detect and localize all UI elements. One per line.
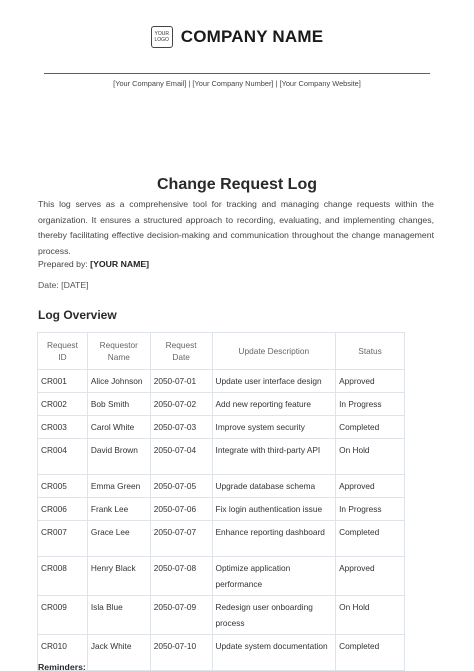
header-request-id: Request ID xyxy=(38,333,88,370)
header-divider xyxy=(44,73,430,74)
header-requestor-name: Requestor Name xyxy=(87,333,150,370)
cell-status: On Hold xyxy=(336,439,405,475)
cell-requestor-name: Jack White xyxy=(87,635,150,671)
cell-request-date: 2050-07-04 xyxy=(150,439,212,475)
contact-line: [Your Company Email] | [Your Company Number] | [Your Company Website] xyxy=(113,79,361,88)
cell-request-id: CR006 xyxy=(38,498,88,521)
header-request-date: Request Date xyxy=(150,333,212,370)
table-row xyxy=(38,439,405,475)
cell-requestor-name: Alice Johnson xyxy=(87,370,150,393)
intro-paragraph: This log serves as a comprehensive tool for tracking and managing change requests within the organization. It ensures a structured approach to recording, evaluating, and implementing changes, thereby facilitating effective decision-making and communication throughout the change management process. xyxy=(38,199,434,256)
cell-request-id: CR005 xyxy=(38,475,88,498)
table-row xyxy=(38,393,405,416)
cell-status: In Progress xyxy=(336,498,405,521)
cell-update-description: Add new reporting feature xyxy=(212,393,336,416)
cell-request-date: 2050-07-01 xyxy=(150,370,212,393)
cell-request-date: 2050-07-09 xyxy=(150,596,212,635)
cell-requestor-name: Emma Green xyxy=(87,475,150,498)
cell-update-description: Update system documentation xyxy=(212,635,336,671)
table-row xyxy=(38,596,405,635)
cell-request-date: 2050-07-02 xyxy=(150,393,212,416)
cell-requestor-name: Frank Lee xyxy=(87,498,150,521)
cell-status: On Hold xyxy=(336,596,405,635)
document-header xyxy=(0,26,474,48)
table-row xyxy=(38,635,405,671)
table-row xyxy=(38,370,405,393)
cell-status: Approved xyxy=(336,557,405,596)
logo-row xyxy=(0,26,474,48)
cell-request-date: 2050-07-06 xyxy=(150,498,212,521)
cell-update-description: Upgrade database schema xyxy=(212,475,336,498)
cell-request-id: CR004 xyxy=(38,439,88,475)
cell-update-description: Redesign user onboarding process xyxy=(212,596,336,635)
table-row xyxy=(38,498,405,521)
header-update-description: Update Description xyxy=(212,333,336,370)
cell-requestor-name: David Brown xyxy=(87,439,150,475)
cell-request-id: CR001 xyxy=(38,370,88,393)
cell-request-date: 2050-07-05 xyxy=(150,475,212,498)
prepared-by-value: [YOUR NAME] xyxy=(90,259,150,269)
table-row xyxy=(38,557,405,596)
cell-status: In Progress xyxy=(336,393,405,416)
table-row xyxy=(38,521,405,557)
cell-requestor-name: Bob Smith xyxy=(87,393,150,416)
cell-update-description: Integrate with third-party API xyxy=(212,439,336,475)
change-request-table xyxy=(37,332,405,671)
cell-request-id: CR010 xyxy=(38,635,88,671)
table-header-row xyxy=(38,333,405,370)
document-date: Date: [DATE] xyxy=(38,280,89,290)
cell-status: Completed xyxy=(336,521,405,557)
cell-requestor-name: Grace Lee xyxy=(87,521,150,557)
cell-request-id: CR008 xyxy=(38,557,88,596)
reminders-heading: Reminders: xyxy=(38,662,86,671)
section-title-log-overview: Log Overview xyxy=(38,308,117,322)
cell-request-date: 2050-07-03 xyxy=(150,416,212,439)
cell-update-description: Optimize application performance xyxy=(212,557,336,596)
cell-status: Approved xyxy=(336,370,405,393)
cell-request-id: CR003 xyxy=(38,416,88,439)
cell-requestor-name: Carol White xyxy=(87,416,150,439)
cell-update-description: Enhance reporting dashboard xyxy=(212,521,336,557)
document-title: Change Request Log xyxy=(156,176,317,193)
cell-request-date: 2050-07-10 xyxy=(150,635,212,671)
cell-request-id: CR007 xyxy=(38,521,88,557)
cell-request-id: CR009 xyxy=(38,596,88,635)
company-name: COMPANY NAME xyxy=(180,27,324,46)
cell-request-id: CR002 xyxy=(38,393,88,416)
prepared-by-label: Prepared by: xyxy=(38,259,88,269)
table-row xyxy=(38,416,405,439)
prepared-by xyxy=(38,259,149,269)
header-status: Status xyxy=(336,333,405,370)
table-row xyxy=(38,475,405,498)
cell-requestor-name: Isla Blue xyxy=(87,596,150,635)
cell-status: Approved xyxy=(336,475,405,498)
cell-status: Completed xyxy=(336,416,405,439)
company-logo: YOUR LOGO xyxy=(151,26,173,48)
cell-update-description: Update user interface design xyxy=(212,370,336,393)
cell-request-date: 2050-07-08 xyxy=(150,557,212,596)
cell-update-description: Improve system security xyxy=(212,416,336,439)
cell-requestor-name: Henry Black xyxy=(87,557,150,596)
cell-update-description: Fix login authentication issue xyxy=(212,498,336,521)
cell-request-date: 2050-07-07 xyxy=(150,521,212,557)
cell-status: Completed xyxy=(336,635,405,671)
